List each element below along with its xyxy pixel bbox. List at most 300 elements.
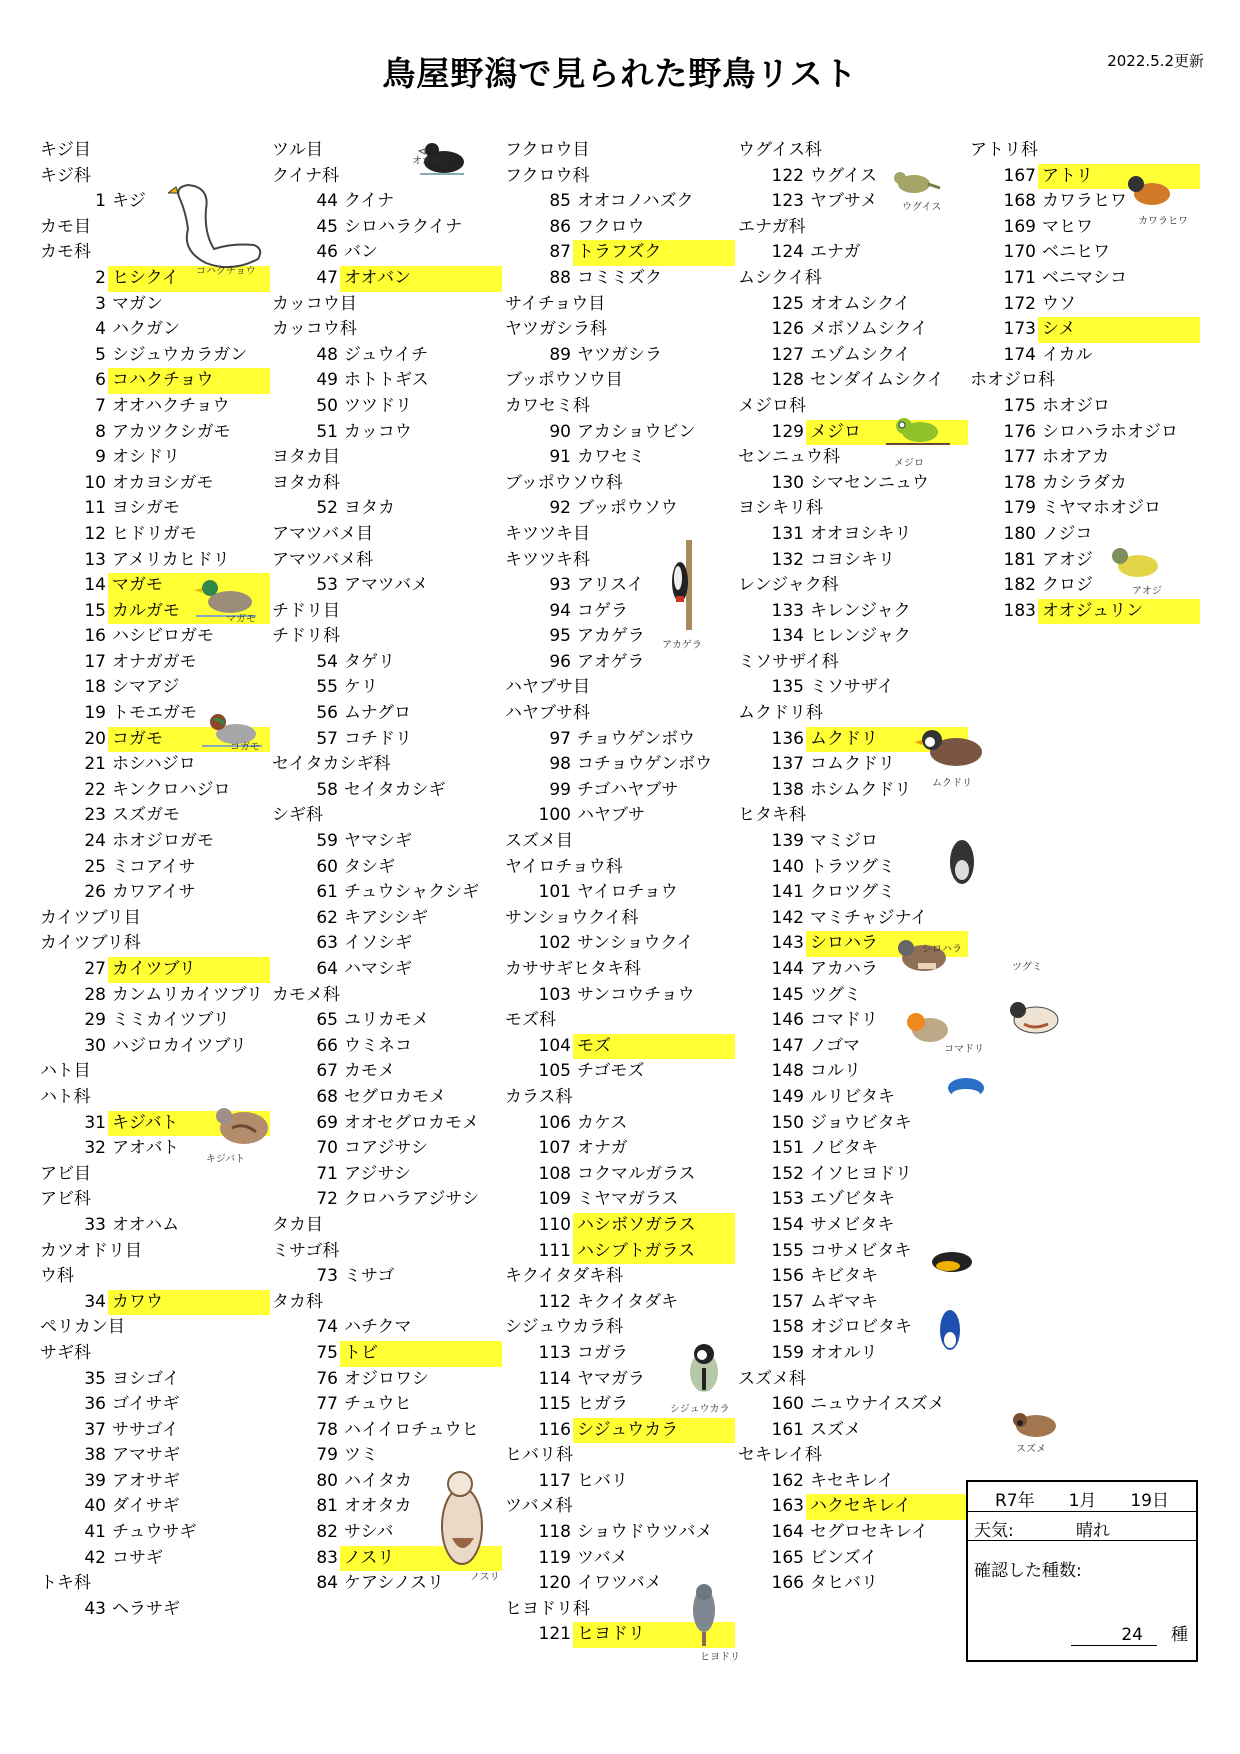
robin-caption: コマドリ <box>944 1044 984 1055</box>
species-number: 88 <box>549 267 571 288</box>
species-name: ヨシガモ <box>112 498 180 519</box>
species-row <box>40 855 272 881</box>
species-name: ヒレンジャク <box>810 626 911 647</box>
taxon-group-label <box>272 471 504 497</box>
species-number: 151 <box>771 1138 804 1159</box>
species-row <box>40 420 272 446</box>
taxon-group-text: ハヤブサ目 <box>505 677 590 698</box>
taxon-group-label <box>738 266 970 292</box>
species-name: カワラヒワ <box>1042 191 1127 212</box>
taxon-group-text: ミソサザイ科 <box>738 651 839 672</box>
species-row <box>505 1059 737 1085</box>
species-name: メボソムシクイ <box>810 319 928 340</box>
species-number: 159 <box>771 1342 804 1363</box>
taxon-group-text: キツツキ目 <box>505 523 590 544</box>
taxon-group-label <box>738 215 970 241</box>
species-row <box>272 675 504 701</box>
species-number: 142 <box>771 907 804 928</box>
mallard-caption: マガモ <box>226 614 256 625</box>
species-row <box>272 1187 504 1213</box>
species-row <box>272 496 504 522</box>
species-name: ムナグロ <box>344 703 411 724</box>
species-name: エゾビタキ <box>810 1189 895 1210</box>
buzzard-illustration <box>434 1466 492 1576</box>
species-name: モズ <box>573 1034 735 1060</box>
species-row <box>40 1546 272 1572</box>
taxon-group-label <box>505 164 737 190</box>
species-row <box>505 1136 737 1162</box>
species-name: ジュウイチ <box>344 344 429 365</box>
species-number: 38 <box>84 1445 106 1466</box>
species-number: 168 <box>1003 191 1036 212</box>
species-name: ユリカモメ <box>344 1010 429 1031</box>
species-name: キンクロハジロ <box>112 779 231 800</box>
taxon-group-label <box>40 138 272 164</box>
species-number: 76 <box>316 1368 338 1389</box>
blackbird-illustration <box>940 832 984 892</box>
species-row <box>738 292 970 318</box>
woodpecker-caption: アカゲラ <box>662 640 702 651</box>
species-name: カルガモ <box>108 599 270 625</box>
species-number: 23 <box>84 805 106 826</box>
species-row <box>505 573 737 599</box>
species-number: 36 <box>84 1394 106 1415</box>
species-name: チュウシャクシギ <box>344 882 480 903</box>
species-name: ヒヨドリ <box>573 1622 735 1648</box>
species-name: アカハラ <box>810 959 878 979</box>
species-name: トラフズク <box>573 240 735 266</box>
species-number: 31 <box>84 1112 106 1133</box>
species-row <box>272 1162 504 1188</box>
species-column-1 <box>40 138 272 1622</box>
taxon-group-label <box>40 931 272 957</box>
species-number: 15 <box>84 600 106 621</box>
species-number: 13 <box>84 549 106 570</box>
species-name: コサギ <box>112 1547 163 1568</box>
species-number: 133 <box>771 600 804 621</box>
species-number: 12 <box>84 523 106 544</box>
species-row-observed <box>738 1494 970 1520</box>
species-row <box>738 880 970 906</box>
species-number: 69 <box>316 1112 338 1133</box>
species-name: ツツドリ <box>344 395 412 416</box>
species-number: 95 <box>549 626 571 647</box>
taxon-group-label <box>505 471 737 497</box>
species-name: ヒバリ <box>577 1470 628 1491</box>
species-name: コサメビタキ <box>810 1240 912 1261</box>
brambling-illustration <box>1122 168 1182 214</box>
species-name: ハイイロチュウヒ <box>344 1419 479 1440</box>
species-number: 53 <box>316 575 338 596</box>
species-number: 32 <box>84 1138 106 1159</box>
species-name: カッコウ <box>344 421 412 442</box>
species-row <box>505 752 737 778</box>
species-row <box>40 752 272 778</box>
species-row <box>40 1520 272 1546</box>
taxon-group-label <box>738 138 970 164</box>
species-name: サンショウクイ <box>577 933 694 954</box>
species-number: 122 <box>771 165 804 186</box>
species-number: 108 <box>538 1163 571 1184</box>
species-name: ハクセキレイ <box>806 1494 968 1520</box>
species-name: ホオアカ <box>1042 447 1110 468</box>
species-name: トモエガモ <box>112 703 197 724</box>
species-name: ホオジロガモ <box>112 831 214 852</box>
species-row <box>970 343 1202 369</box>
species-name: コハクチョウ <box>108 368 270 394</box>
species-row-observed <box>505 240 737 266</box>
species-name: セグロカモメ <box>344 1086 446 1107</box>
species-row <box>40 317 272 343</box>
species-name: オシドリ <box>112 447 180 468</box>
species-name: カンムリカイツブリ <box>112 984 263 1005</box>
species-name: オジロビタキ <box>810 1317 912 1338</box>
species-name: ベニマシコ <box>1042 267 1127 288</box>
species-number: 162 <box>771 1470 804 1491</box>
species-column-2 <box>272 138 504 1597</box>
taxon-group-text: トキ科 <box>40 1573 91 1594</box>
species-name: ツバメ <box>577 1547 628 1568</box>
species-number: 47 <box>316 267 338 288</box>
species-number: 51 <box>316 421 338 442</box>
species-number: 26 <box>84 882 106 903</box>
starling-caption: ムクドリ <box>932 778 972 789</box>
species-row <box>272 420 504 446</box>
taxon-group-label <box>40 1162 272 1188</box>
species-name: マガン <box>112 293 163 314</box>
taxon-group-text: モズ科 <box>505 1010 556 1031</box>
taxon-group-label <box>272 317 504 343</box>
species-name: ウミネコ <box>344 1035 412 1056</box>
species-name: ハチクマ <box>344 1317 412 1338</box>
species-row <box>738 855 970 881</box>
species-number: 141 <box>771 882 804 903</box>
species-name: アオバト <box>112 1138 180 1159</box>
species-row <box>738 1469 970 1495</box>
species-row <box>40 650 272 676</box>
species-number: 166 <box>771 1573 804 1594</box>
species-row <box>272 1392 504 1418</box>
species-row <box>272 1418 504 1444</box>
species-name: コムクドリ <box>810 754 895 775</box>
taxon-group-text: ホオジロ科 <box>970 370 1055 391</box>
species-name: シジュウカラ <box>573 1418 735 1444</box>
record-month: 1月 <box>1068 1491 1097 1511</box>
species-row-observed <box>272 266 504 292</box>
species-number: 17 <box>84 651 106 672</box>
species-row <box>738 1187 970 1213</box>
species-name: アカツクシガモ <box>112 421 231 442</box>
species-number: 132 <box>771 549 804 570</box>
species-number: 7 <box>95 395 106 416</box>
species-name: ヒドリガモ <box>112 523 197 544</box>
taxon-group-text: ヨタカ科 <box>272 472 340 493</box>
species-number: 1 <box>95 191 106 212</box>
species-name: フクロウ <box>577 216 645 237</box>
taxon-group-text: フクロウ科 <box>505 165 590 186</box>
species-name: アリスイ <box>577 575 644 596</box>
taxon-group-label <box>505 548 737 574</box>
taxon-group-text: ブッポウソウ目 <box>505 370 623 391</box>
species-row <box>272 1111 504 1137</box>
species-count-value: 24 <box>1071 1625 1157 1646</box>
species-row <box>505 266 737 292</box>
species-row <box>40 522 272 548</box>
taxon-group-label <box>505 292 737 318</box>
species-number: 33 <box>84 1214 106 1235</box>
species-number: 155 <box>771 1240 804 1261</box>
tit-caption: シジュウカラ <box>670 1404 730 1415</box>
species-number: 147 <box>771 1035 804 1056</box>
species-row <box>40 471 272 497</box>
species-name: キレンジャク <box>810 600 911 621</box>
taxon-group-label <box>272 445 504 471</box>
species-row <box>738 548 970 574</box>
species-name: ホオジロ <box>1042 395 1110 416</box>
species-row <box>505 1520 737 1546</box>
taxon-group-text: タカ目 <box>272 1214 323 1235</box>
bush-warbler-caption: ウグイス <box>902 202 942 213</box>
species-row <box>40 1367 272 1393</box>
taxon-group-label <box>505 394 737 420</box>
taxon-group-label <box>505 1085 737 1111</box>
species-number: 165 <box>771 1547 804 1568</box>
species-number: 163 <box>771 1496 804 1517</box>
species-row <box>40 1469 272 1495</box>
species-row <box>40 496 272 522</box>
species-number: 173 <box>1003 319 1036 340</box>
species-number: 34 <box>84 1291 106 1312</box>
taxon-group-text: ヨタカ目 <box>272 447 340 468</box>
taxon-group-label <box>505 701 737 727</box>
species-name: クロツグミ <box>810 882 895 903</box>
species-name: シロハラ <box>806 931 968 957</box>
species-name: シロハラホオジロ <box>1042 421 1178 442</box>
taxon-group-label <box>970 368 1202 394</box>
species-count-unit: 種 <box>1171 1625 1188 1645</box>
species-number: 86 <box>549 216 571 237</box>
taxon-group-text: レンジャク科 <box>738 575 839 596</box>
species-number: 119 <box>538 1547 571 1568</box>
taxon-group-text: ウ科 <box>40 1266 74 1287</box>
species-number: 37 <box>84 1419 106 1440</box>
taxon-group-text: ムシクイ科 <box>738 267 822 288</box>
species-number: 18 <box>84 677 106 698</box>
species-name: ショウドウツバメ <box>577 1522 713 1543</box>
species-row <box>272 1008 504 1034</box>
species-name: キジ <box>112 191 146 212</box>
species-name: スズガモ <box>112 805 180 826</box>
species-number: 79 <box>316 1445 338 1466</box>
species-number: 139 <box>771 831 804 852</box>
species-number: 156 <box>771 1266 804 1287</box>
species-row <box>738 343 970 369</box>
taxon-group-label <box>505 957 737 983</box>
taxon-group-text: カラス科 <box>505 1086 573 1107</box>
species-number: 55 <box>316 677 338 698</box>
species-row <box>272 240 504 266</box>
species-name: ダイサギ <box>112 1496 180 1517</box>
species-number: 45 <box>316 216 338 237</box>
species-row <box>505 189 737 215</box>
species-name: センダイムシクイ <box>810 370 944 391</box>
species-number: 114 <box>538 1368 571 1389</box>
species-number: 131 <box>771 523 804 544</box>
species-row-observed <box>40 1290 272 1316</box>
species-row <box>40 880 272 906</box>
species-name: カモメ <box>344 1061 395 1082</box>
species-number: 176 <box>1003 421 1036 442</box>
species-number: 64 <box>316 959 338 979</box>
taxon-group-label <box>40 1571 272 1597</box>
species-number: 160 <box>771 1394 804 1415</box>
taxon-group-text: キツツキ科 <box>505 549 590 570</box>
species-row <box>505 650 737 676</box>
taxon-group-label <box>738 650 970 676</box>
taxon-group-label <box>505 906 737 932</box>
species-number: 97 <box>549 728 571 749</box>
species-number: 180 <box>1003 523 1036 544</box>
species-number: 110 <box>538 1214 571 1235</box>
species-name: コアジサシ <box>344 1138 428 1159</box>
species-row <box>272 727 504 753</box>
species-row-observed <box>970 317 1202 343</box>
species-number: 171 <box>1003 267 1036 288</box>
taxon-group-label <box>272 138 504 164</box>
species-number: 129 <box>771 421 804 442</box>
taxon-group-text: エナガ科 <box>738 216 806 237</box>
species-name: シメ <box>1038 317 1200 343</box>
species-name: ハヤブサ <box>577 805 645 826</box>
species-name: コクマルガラス <box>577 1163 696 1184</box>
species-name: アカゲラ <box>577 626 645 647</box>
species-row <box>738 368 970 394</box>
species-number: 128 <box>771 370 804 391</box>
species-row-observed <box>40 368 272 394</box>
species-number: 105 <box>538 1061 571 1082</box>
species-name: ケリ <box>344 677 378 698</box>
species-name: ミコアイサ <box>112 856 196 877</box>
species-number: 30 <box>84 1035 106 1056</box>
species-number: 59 <box>316 831 338 852</box>
species-name: シジュウカラガン <box>112 344 248 365</box>
species-name: オオセグロカモメ <box>344 1112 479 1133</box>
species-number: 61 <box>316 882 338 903</box>
taxon-group-label <box>970 138 1202 164</box>
species-row <box>272 1136 504 1162</box>
species-row <box>505 215 737 241</box>
species-name: ムクドリ <box>806 727 968 753</box>
species-name: ミサゴ <box>344 1266 395 1287</box>
species-row <box>40 343 272 369</box>
species-name: クロハラアジサシ <box>344 1189 479 1210</box>
species-name: イカル <box>1042 344 1093 365</box>
taxon-group-label <box>272 599 504 625</box>
species-name: ヒシクイ <box>108 266 270 292</box>
species-row <box>272 394 504 420</box>
species-name: ホシムクドリ <box>810 779 912 800</box>
species-row <box>40 983 272 1009</box>
species-row <box>40 624 272 650</box>
species-name: キジバト <box>108 1111 270 1137</box>
species-row-observed <box>505 1239 737 1265</box>
taxon-group-label <box>272 624 504 650</box>
species-name: コマドリ <box>810 1010 878 1031</box>
species-name: ハクガン <box>112 319 180 340</box>
species-row <box>738 675 970 701</box>
species-name: オナガガモ <box>112 651 197 672</box>
species-number: 124 <box>771 242 804 263</box>
species-row-observed <box>272 1341 504 1367</box>
species-name: オカヨシガモ <box>112 472 214 493</box>
swan-illustration <box>168 165 268 277</box>
species-name: ヘラサギ <box>112 1598 180 1619</box>
species-number: 164 <box>771 1522 804 1543</box>
species-name: マヒワ <box>1042 216 1093 237</box>
species-name: ハシブトガラス <box>573 1239 735 1265</box>
species-name: チゴハヤブサ <box>577 779 679 800</box>
species-number: 75 <box>316 1342 338 1363</box>
species-row <box>272 1264 504 1290</box>
species-row <box>272 343 504 369</box>
species-row <box>738 1162 970 1188</box>
taxon-group-text: ヒタキ科 <box>738 805 806 826</box>
species-row-observed <box>970 599 1202 625</box>
species-name: トビ <box>340 1341 502 1367</box>
species-number: 48 <box>316 344 338 365</box>
species-row <box>970 292 1202 318</box>
taxon-group-label <box>40 906 272 932</box>
species-row <box>505 624 737 650</box>
species-name: ヒガラ <box>577 1394 628 1415</box>
species-name: ヤツガシラ <box>577 344 662 365</box>
species-name: ノビタキ <box>810 1138 878 1159</box>
species-row-observed <box>505 1213 737 1239</box>
species-number: 179 <box>1003 498 1036 519</box>
species-name: ニュウナイスズメ <box>810 1394 945 1415</box>
species-number: 143 <box>771 933 804 954</box>
species-name: アオサギ <box>112 1470 180 1491</box>
species-number: 93 <box>549 575 571 596</box>
species-number: 66 <box>316 1035 338 1056</box>
species-number: 5 <box>95 344 106 365</box>
species-name: オオタカ <box>344 1496 412 1517</box>
taxon-group-text: カワセミ科 <box>505 395 590 416</box>
species-number: 90 <box>549 421 571 442</box>
taxon-group-text: ブッポウソウ科 <box>505 472 623 493</box>
species-number: 127 <box>771 344 804 365</box>
species-name: ケアシノスリ <box>344 1573 444 1594</box>
species-number: 167 <box>1003 165 1036 186</box>
species-number: 2 <box>95 267 106 288</box>
species-number: 100 <box>538 805 571 826</box>
species-row <box>505 778 737 804</box>
record-day: 19日 <box>1130 1491 1169 1511</box>
species-row <box>40 803 272 829</box>
taxon-group-label <box>738 1367 970 1393</box>
species-row <box>272 931 504 957</box>
species-name: コチドリ <box>344 728 412 749</box>
species-name: コゲラ <box>577 600 628 621</box>
species-number: 140 <box>771 856 804 877</box>
species-number: 89 <box>549 344 571 365</box>
dove-caption: キジバト <box>206 1154 245 1165</box>
species-number: 102 <box>538 933 571 954</box>
species-row <box>505 343 737 369</box>
species-count-label: 確認した種数: <box>974 1561 1082 1581</box>
taxon-group-label <box>505 1008 737 1034</box>
species-name: サンコウチョウ <box>577 984 695 1005</box>
